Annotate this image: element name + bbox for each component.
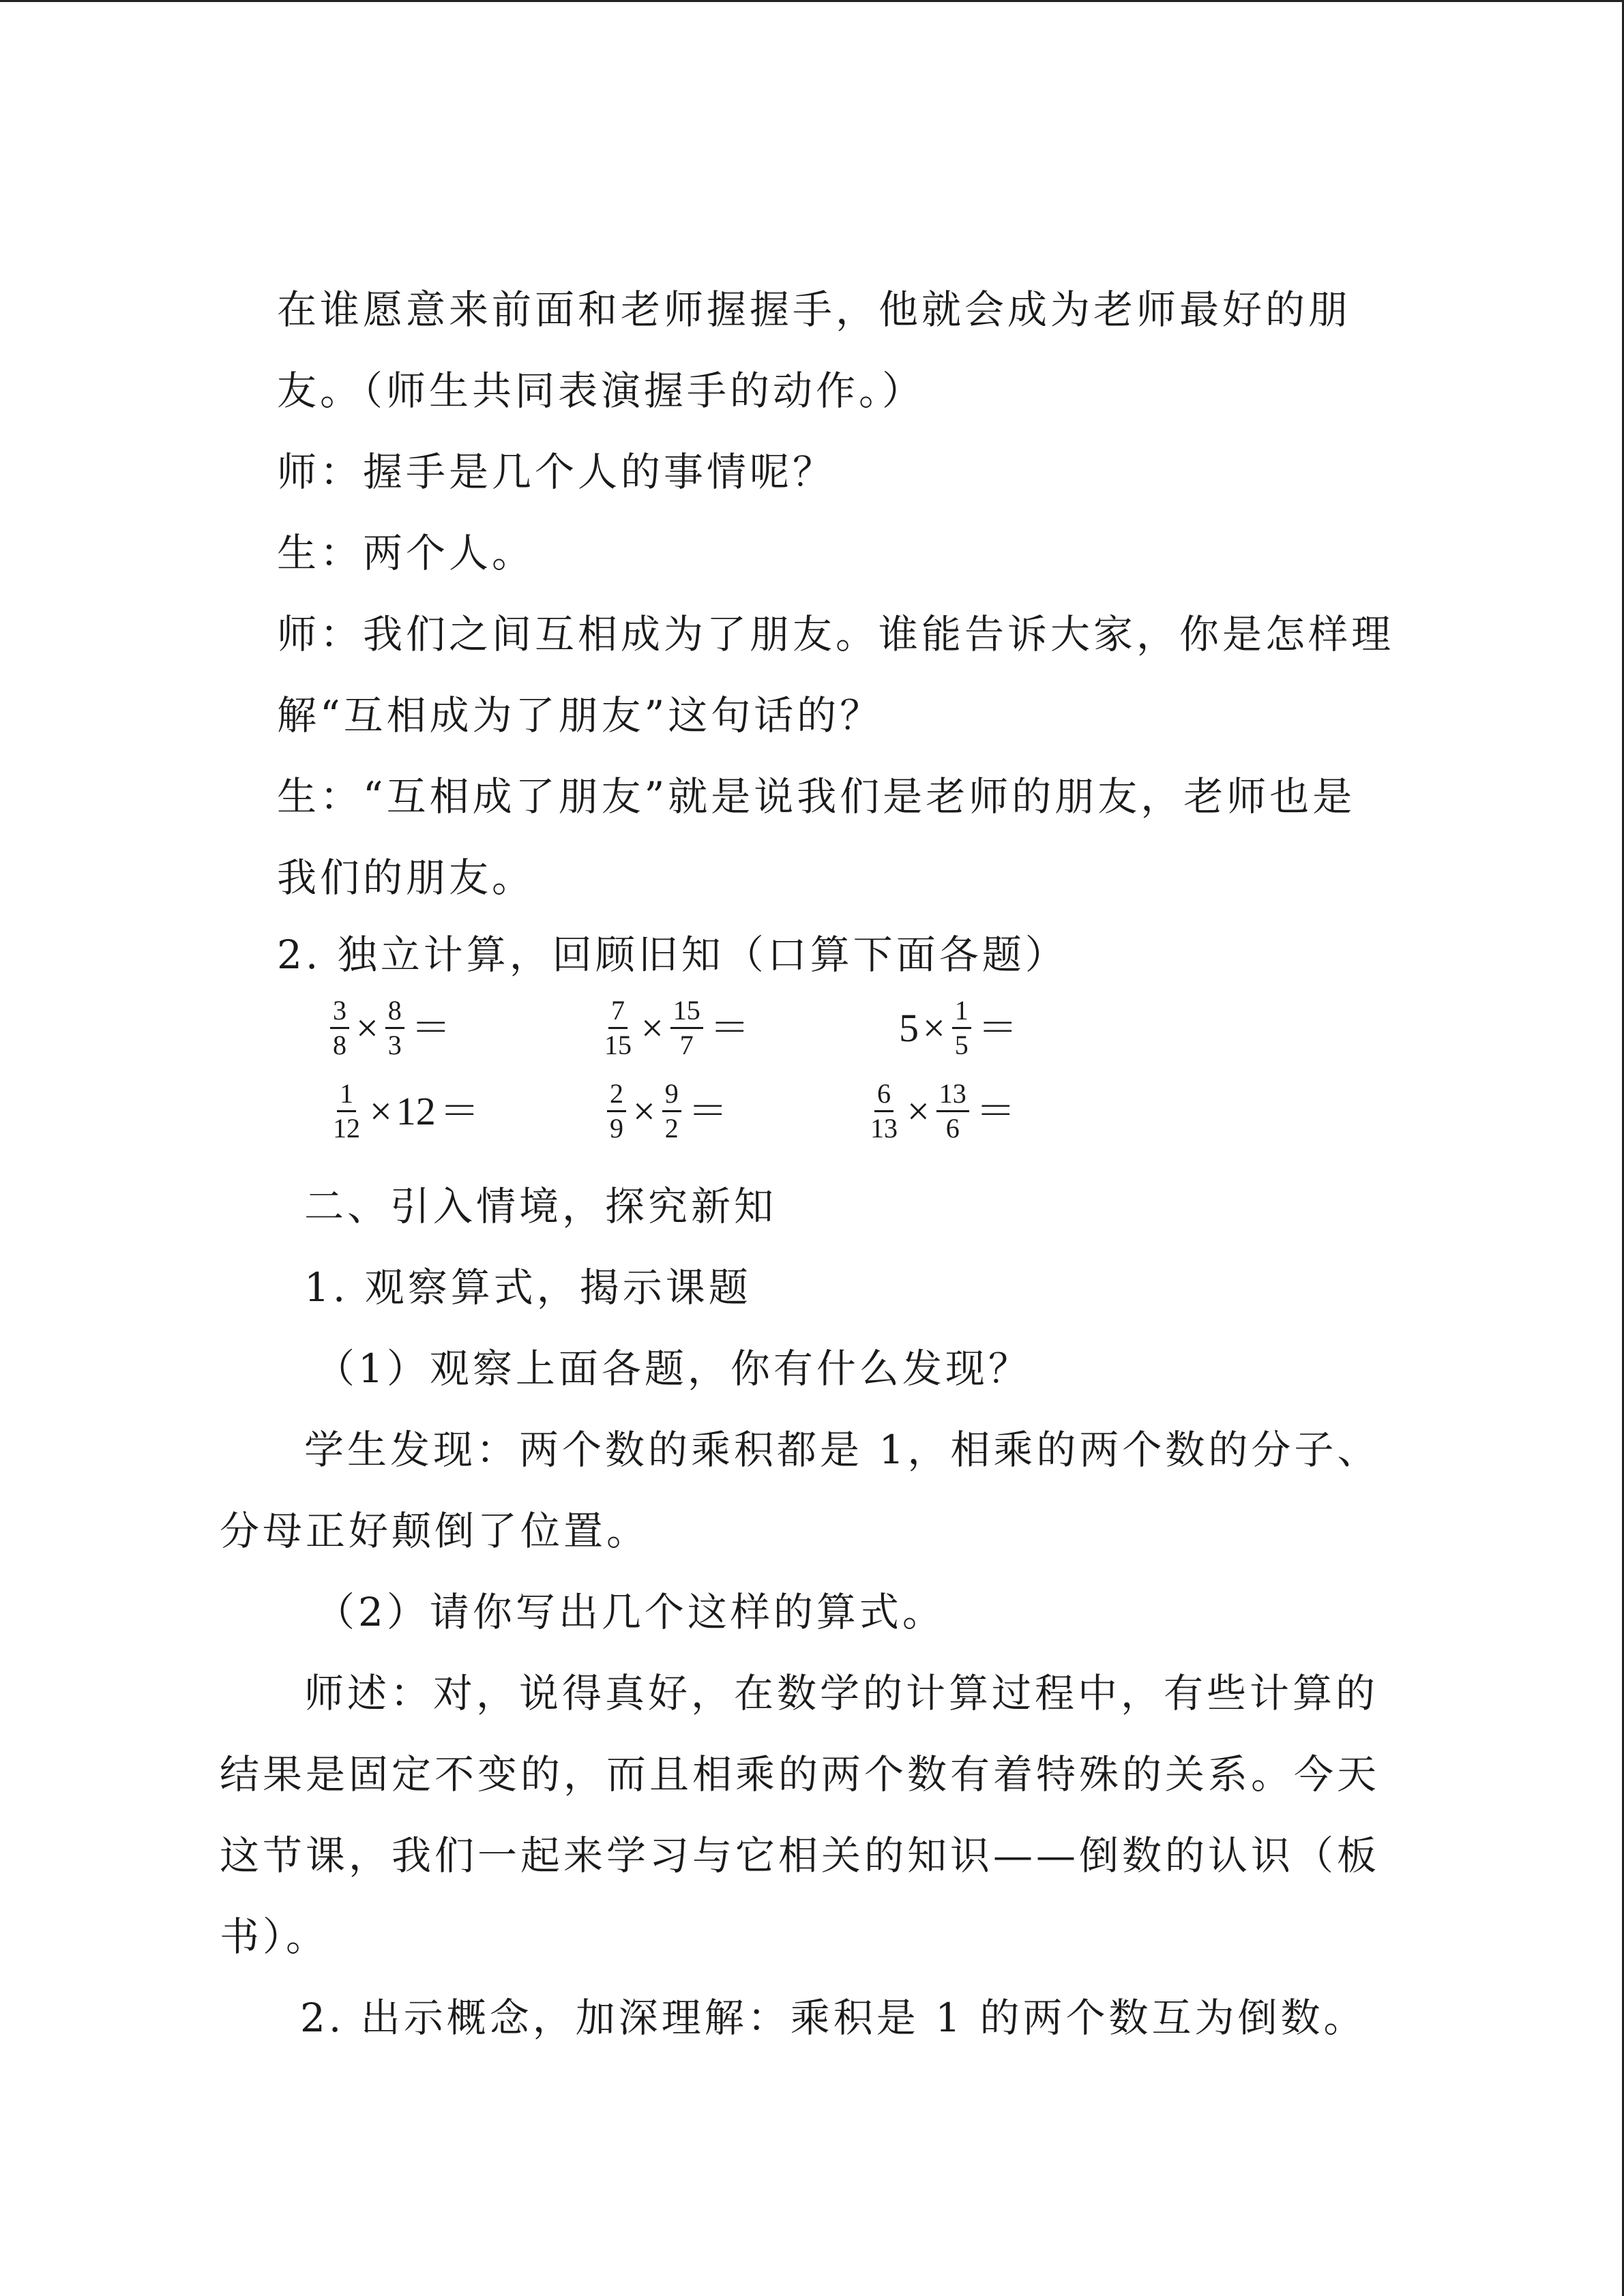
exercise-2: $\frac{7}{15}$ × $\frac{15}{7}$ ＝ [597, 997, 752, 1059]
fraction: $\frac{3}{8}$ [330, 997, 349, 1059]
text-line: （1）观察上面各题，你有什么发现？ [315, 1345, 1031, 1392]
exercise-3: 5 × $\frac{1}{5}$ ＝ [899, 995, 1018, 1060]
exercise-1: $\frac{3}{8}$ × $\frac{8}{3}$ ＝ [326, 997, 454, 1059]
fraction: $\frac{7}{15}$ [604, 995, 632, 1060]
text-line: 学生发现：两个数的乘积都是 1，相乘的两个数的分子、 [304, 1427, 1381, 1473]
section-item: 1. 观察算式，揭示课题 [304, 1264, 752, 1311]
text-line: 解“互相成为了朋友”这句话的？ [277, 692, 883, 739]
text-line: 师：握手是几个人的事情呢？ [277, 449, 836, 495]
text-line: 结果是固定不变的，而且相乘的两个数有着特殊的关系。今天 [220, 1751, 1381, 1798]
fraction: $\frac{15}{7}$ [670, 997, 703, 1059]
text-line: （2）请你写出几个这样的算式。 [315, 1589, 945, 1635]
fraction: $\frac{2}{9}$ [607, 1080, 626, 1142]
text-line: 生：两个人。 [277, 530, 535, 576]
text-line: 生：“互相成了朋友”就是说我们是老师的朋友，老师也是 [277, 773, 1356, 820]
text-line: 我们的朋友。 [277, 854, 535, 901]
page-border-top [0, 0, 1624, 2]
exercise-4: $\frac{1}{12}$ × 12 ＝ [326, 1080, 482, 1142]
fraction: $\frac{1}{12}$ [333, 1078, 360, 1144]
text-line: 书）。 [220, 1913, 329, 1960]
text-line: 师述：对，说得真好，在数学的计算过程中，有些计算的 [304, 1670, 1379, 1716]
fraction: $\frac{1}{5}$ [952, 997, 971, 1059]
text-line: 分母正好颠倒了位置。 [220, 1508, 650, 1554]
fraction: $\frac{13}{6}$ [936, 1080, 969, 1142]
exercise-5: $\frac{2}{9}$ × $\frac{9}{2}$ ＝ [603, 1080, 730, 1142]
section-heading: 二、引入情境，探究新知 [304, 1183, 778, 1229]
section-item: 2. 出示概念，加深理解：乘积是 1 的两个数互为倒数。 [300, 1995, 1367, 2041]
text-line: 友。（师生共同表演握手的动作。） [277, 368, 926, 414]
section-item: 2. 独立计算，回顾旧知（口算下面各题） [277, 931, 1068, 978]
text-line: 这节课，我们一起来学习与它相关的知识——倒数的认识（板 [220, 1832, 1381, 1879]
text-line: 师：我们之间互相成为了朋友。谁能告诉大家，你是怎样理 [277, 611, 1395, 657]
exercise-6: $\frac{6}{13}$ × $\frac{13}{6}$ ＝ [863, 1080, 1018, 1142]
text-line: 在谁愿意来前面和老师握握手，他就会成为老师最好的朋 [277, 286, 1352, 333]
fraction: $\frac{9}{2}$ [662, 1080, 681, 1142]
fraction: $\frac{8}{3}$ [385, 997, 404, 1059]
fraction: $\frac{6}{13}$ [870, 1078, 898, 1144]
